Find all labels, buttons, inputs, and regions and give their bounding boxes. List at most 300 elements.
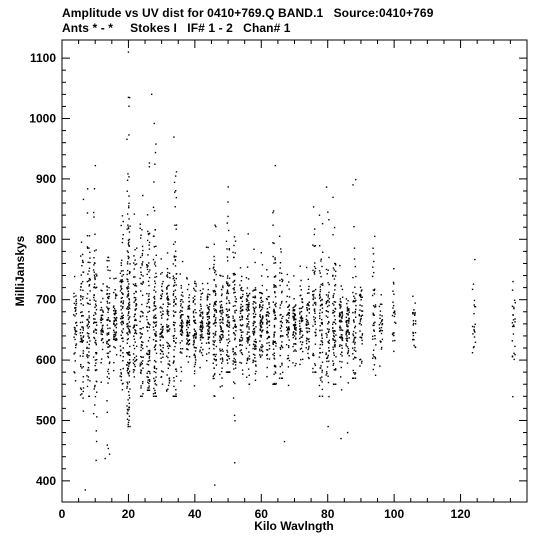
data-point xyxy=(180,301,181,302)
data-point xyxy=(176,228,177,229)
data-point xyxy=(149,307,150,308)
data-point xyxy=(201,334,202,335)
data-point xyxy=(128,365,129,366)
data-point xyxy=(140,272,141,273)
data-point xyxy=(287,355,288,356)
data-point xyxy=(512,281,513,282)
data-point xyxy=(274,285,275,286)
data-point xyxy=(246,326,247,327)
data-point xyxy=(340,337,341,338)
data-point xyxy=(267,327,268,328)
data-point xyxy=(314,228,315,229)
data-point xyxy=(141,344,142,345)
data-point xyxy=(208,309,209,310)
data-point xyxy=(320,286,321,287)
data-point xyxy=(160,311,161,312)
data-point xyxy=(208,352,209,353)
data-point xyxy=(76,325,77,326)
data-point xyxy=(135,341,136,342)
data-point xyxy=(129,371,130,372)
data-point xyxy=(235,252,236,253)
data-point xyxy=(136,304,137,305)
data-point xyxy=(334,269,335,270)
data-point xyxy=(162,332,163,333)
data-point xyxy=(134,268,135,269)
data-point xyxy=(148,271,149,272)
data-point xyxy=(106,260,107,261)
data-point xyxy=(314,321,315,322)
data-point xyxy=(359,323,360,324)
data-point xyxy=(195,312,196,313)
data-point xyxy=(215,354,216,355)
data-point xyxy=(328,322,329,323)
data-point xyxy=(107,382,108,383)
data-point xyxy=(148,285,149,286)
data-point xyxy=(87,357,88,358)
data-point xyxy=(202,328,203,329)
data-point xyxy=(181,307,182,308)
data-point xyxy=(349,337,350,338)
data-point xyxy=(354,349,355,350)
data-point xyxy=(173,386,174,387)
data-point xyxy=(175,206,176,207)
data-point xyxy=(156,384,157,385)
data-point xyxy=(233,274,234,275)
data-point xyxy=(352,292,353,293)
data-point xyxy=(362,297,363,298)
data-point xyxy=(260,328,261,329)
data-point xyxy=(319,313,320,314)
data-point xyxy=(94,250,95,251)
data-point xyxy=(75,304,76,305)
data-point xyxy=(247,319,248,320)
data-point xyxy=(113,320,114,321)
data-point xyxy=(347,300,348,301)
data-point xyxy=(227,277,228,278)
data-point xyxy=(173,263,174,264)
data-point xyxy=(187,289,188,290)
data-point xyxy=(88,280,89,281)
data-point xyxy=(207,297,208,298)
data-point xyxy=(282,280,283,281)
data-point xyxy=(175,265,176,266)
data-point xyxy=(221,313,222,314)
data-point xyxy=(95,396,96,397)
data-point xyxy=(233,381,234,382)
data-point xyxy=(308,346,309,347)
data-point xyxy=(209,304,210,305)
data-point xyxy=(226,296,227,297)
data-point xyxy=(175,393,176,394)
data-point xyxy=(147,240,148,241)
data-point xyxy=(261,300,262,301)
data-point xyxy=(89,284,90,285)
data-point xyxy=(128,218,129,219)
data-point xyxy=(234,319,235,320)
data-point xyxy=(122,242,123,243)
data-point xyxy=(175,304,176,305)
data-point xyxy=(140,224,141,225)
data-point xyxy=(248,309,249,310)
data-point xyxy=(76,343,77,344)
data-point xyxy=(249,336,250,337)
data-point xyxy=(106,341,107,342)
data-point xyxy=(82,397,83,398)
data-point xyxy=(334,355,335,356)
data-point xyxy=(259,350,260,351)
data-point xyxy=(247,304,248,305)
data-point xyxy=(286,314,287,315)
data-point xyxy=(87,302,88,303)
data-point xyxy=(227,222,228,223)
data-point xyxy=(181,371,182,372)
data-point xyxy=(299,364,300,365)
data-point xyxy=(142,246,143,247)
data-point xyxy=(241,345,242,346)
data-point xyxy=(96,430,97,431)
data-point xyxy=(247,296,248,297)
data-point xyxy=(321,381,322,382)
data-point xyxy=(153,236,154,237)
data-point xyxy=(186,338,187,339)
data-point xyxy=(342,314,343,315)
data-point xyxy=(120,285,121,286)
data-point xyxy=(168,385,169,386)
data-point xyxy=(175,389,176,390)
data-point xyxy=(312,354,313,355)
data-point xyxy=(294,327,295,328)
data-point xyxy=(133,276,134,277)
data-point xyxy=(129,359,130,360)
data-point xyxy=(81,241,82,242)
data-point xyxy=(147,382,148,383)
data-point xyxy=(89,344,90,345)
data-point xyxy=(113,278,114,279)
data-point xyxy=(127,286,128,287)
data-point xyxy=(372,295,373,296)
data-point xyxy=(82,337,83,338)
data-point xyxy=(287,274,288,275)
data-point xyxy=(315,329,316,330)
data-point xyxy=(147,372,148,373)
data-point xyxy=(241,298,242,299)
data-point xyxy=(314,311,315,312)
data-point xyxy=(286,301,287,302)
data-point xyxy=(213,333,214,334)
data-point xyxy=(162,345,163,346)
data-point xyxy=(339,265,340,266)
data-point xyxy=(359,315,360,316)
data-point xyxy=(187,331,188,332)
data-point xyxy=(94,312,95,313)
data-point xyxy=(372,358,373,359)
data-point xyxy=(149,350,150,351)
data-point xyxy=(126,387,127,388)
data-point xyxy=(167,302,168,303)
data-point xyxy=(149,162,150,163)
data-point xyxy=(187,327,188,328)
data-point xyxy=(168,330,169,331)
data-point xyxy=(327,366,328,367)
data-point xyxy=(82,315,83,316)
data-point xyxy=(180,310,181,311)
data-point xyxy=(279,285,280,286)
data-point xyxy=(266,314,267,315)
data-point xyxy=(154,360,155,361)
data-point xyxy=(96,287,97,288)
data-point xyxy=(254,341,255,342)
data-point xyxy=(123,328,124,329)
data-point xyxy=(142,367,143,368)
data-point xyxy=(128,51,129,52)
data-point xyxy=(342,340,343,341)
data-point xyxy=(174,280,175,281)
data-point xyxy=(335,356,336,357)
data-point xyxy=(75,311,76,312)
data-point xyxy=(282,372,283,373)
data-point xyxy=(255,297,256,298)
x-tick-label: 120 xyxy=(450,507,471,521)
data-point xyxy=(220,322,221,323)
data-point xyxy=(122,368,123,369)
data-point xyxy=(235,240,236,241)
data-point xyxy=(186,325,187,326)
data-point xyxy=(154,246,155,247)
data-point xyxy=(354,343,355,344)
x-tick-label: 20 xyxy=(121,507,136,521)
data-point xyxy=(334,289,335,290)
data-point xyxy=(222,357,223,358)
data-point xyxy=(341,352,342,353)
data-point xyxy=(134,369,135,370)
data-point xyxy=(513,319,514,320)
data-point xyxy=(260,317,261,318)
data-point xyxy=(74,329,75,330)
data-point xyxy=(142,295,143,296)
data-point xyxy=(333,384,334,385)
data-point xyxy=(173,356,174,357)
data-point xyxy=(293,343,294,344)
data-point xyxy=(181,329,182,330)
data-point xyxy=(214,290,215,291)
data-point xyxy=(327,306,328,307)
data-point xyxy=(232,349,233,350)
data-point xyxy=(252,296,253,297)
data-point xyxy=(274,355,275,356)
data-point xyxy=(228,230,229,231)
data-point xyxy=(373,313,374,314)
data-point xyxy=(155,331,156,332)
data-point xyxy=(228,186,229,187)
data-point xyxy=(261,318,262,319)
data-point xyxy=(96,381,97,382)
data-point xyxy=(180,317,181,318)
data-point xyxy=(122,307,123,308)
data-point xyxy=(241,335,242,336)
data-point xyxy=(242,290,243,291)
data-point xyxy=(248,340,249,341)
data-point xyxy=(248,313,249,314)
data-point xyxy=(414,312,415,313)
data-point xyxy=(167,276,168,277)
data-point xyxy=(222,276,223,277)
data-point xyxy=(280,262,281,263)
data-point xyxy=(175,250,176,251)
data-point xyxy=(122,215,123,216)
data-point xyxy=(121,270,122,271)
data-point xyxy=(128,195,129,196)
data-point xyxy=(85,489,86,490)
data-point xyxy=(341,285,342,286)
data-point xyxy=(281,364,282,365)
data-point xyxy=(228,356,229,357)
data-point xyxy=(247,310,248,311)
data-point xyxy=(153,207,154,208)
data-point xyxy=(306,267,307,268)
data-point xyxy=(94,278,95,279)
data-point xyxy=(149,356,150,357)
data-point xyxy=(212,340,213,341)
data-point xyxy=(107,444,108,445)
data-point xyxy=(227,320,228,321)
data-point xyxy=(200,312,201,313)
data-point xyxy=(153,393,154,394)
data-point xyxy=(102,318,103,319)
data-point xyxy=(227,362,228,363)
data-point xyxy=(274,331,275,332)
data-point xyxy=(167,299,168,300)
data-point xyxy=(329,350,330,351)
data-point xyxy=(255,361,256,362)
data-point xyxy=(273,284,274,285)
data-point xyxy=(235,359,236,360)
data-point xyxy=(142,282,143,283)
data-point xyxy=(106,334,107,335)
data-point xyxy=(241,319,242,320)
data-point xyxy=(116,323,117,324)
data-point xyxy=(122,318,123,319)
data-point xyxy=(514,300,515,301)
data-point xyxy=(96,329,97,330)
data-point xyxy=(233,327,234,328)
data-point xyxy=(219,319,220,320)
data-point xyxy=(286,344,287,345)
data-point xyxy=(254,330,255,331)
data-point xyxy=(82,326,83,327)
data-point xyxy=(374,314,375,315)
data-point xyxy=(339,326,340,327)
data-point xyxy=(233,397,234,398)
data-point xyxy=(141,263,142,264)
data-point xyxy=(288,331,289,332)
data-point xyxy=(126,228,127,229)
data-point xyxy=(160,333,161,334)
data-point xyxy=(193,335,194,336)
data-point xyxy=(108,357,109,358)
data-point xyxy=(133,293,134,294)
data-point xyxy=(129,263,130,264)
data-point xyxy=(222,307,223,308)
data-point xyxy=(259,354,260,355)
data-point xyxy=(136,346,137,347)
data-point xyxy=(156,368,157,369)
data-point xyxy=(326,302,327,303)
data-point xyxy=(240,313,241,314)
data-point xyxy=(181,320,182,321)
data-point xyxy=(293,313,294,314)
data-point xyxy=(222,360,223,361)
data-point xyxy=(200,347,201,348)
data-point xyxy=(240,324,241,325)
data-point xyxy=(299,313,300,314)
data-point xyxy=(106,306,107,307)
data-point xyxy=(115,311,116,312)
data-point xyxy=(160,345,161,346)
data-point xyxy=(234,420,235,421)
data-point xyxy=(253,334,254,335)
data-point xyxy=(180,342,181,343)
data-point xyxy=(148,301,149,302)
data-point xyxy=(147,326,148,327)
data-point xyxy=(75,360,76,361)
data-point xyxy=(286,322,287,323)
data-point xyxy=(194,366,195,367)
data-point xyxy=(268,336,269,337)
data-point xyxy=(136,355,137,356)
data-point xyxy=(101,382,102,383)
data-point xyxy=(200,314,201,315)
data-point xyxy=(281,363,282,364)
data-point xyxy=(215,332,216,333)
data-point xyxy=(108,317,109,318)
data-point xyxy=(93,269,94,270)
data-point xyxy=(154,371,155,372)
data-point xyxy=(87,246,88,247)
data-point xyxy=(334,331,335,332)
data-point xyxy=(136,325,137,326)
data-point xyxy=(142,348,143,349)
data-point xyxy=(227,216,228,217)
data-point xyxy=(360,299,361,300)
data-point xyxy=(513,324,514,325)
data-point xyxy=(182,322,183,323)
data-point xyxy=(353,358,354,359)
data-point xyxy=(321,266,322,267)
data-point xyxy=(301,298,302,299)
data-point xyxy=(289,315,290,316)
data-point xyxy=(362,334,363,335)
data-point xyxy=(134,316,135,317)
data-point xyxy=(393,282,394,283)
data-point xyxy=(147,274,148,275)
data-point xyxy=(308,347,309,348)
data-point xyxy=(94,404,95,405)
data-point xyxy=(235,346,236,347)
data-point xyxy=(160,358,161,359)
data-point xyxy=(133,345,134,346)
data-point xyxy=(220,316,221,317)
data-point xyxy=(229,341,230,342)
data-point xyxy=(300,330,301,331)
data-point xyxy=(249,344,250,345)
data-point xyxy=(142,327,143,328)
data-point xyxy=(135,320,136,321)
data-point xyxy=(107,293,108,294)
data-point xyxy=(293,275,294,276)
data-point xyxy=(129,397,130,398)
data-point xyxy=(259,340,260,341)
data-point xyxy=(209,294,210,295)
